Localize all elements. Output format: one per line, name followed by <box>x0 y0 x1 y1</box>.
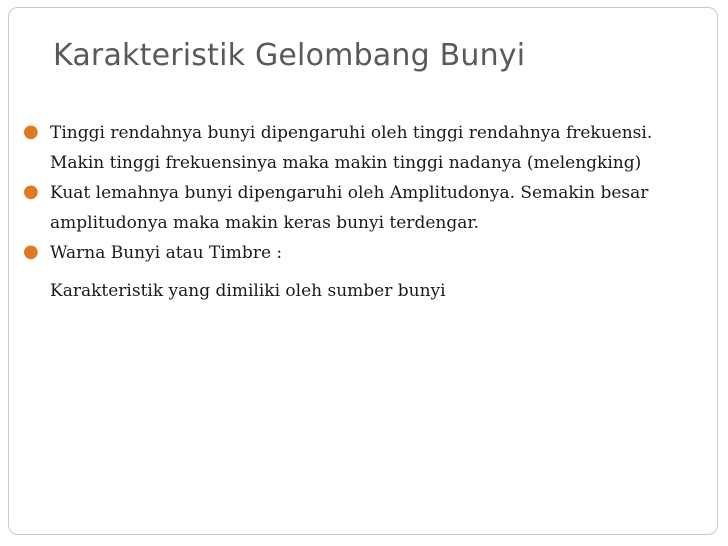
slide-content <box>20 118 680 306</box>
bullet-text: Kuat lemahnya bunyi dipengaruhi oleh Amplitudonya. Semakin besar amplitudonya maka makin keras bunyi terdengar. <box>50 183 649 233</box>
bullet-icon: ● <box>23 121 39 142</box>
sub-text: Karakteristik yang dimiliki oleh sumber bunyi <box>50 281 446 301</box>
bullet-text: Tinggi rendahnya bunyi dipengaruhi oleh tinggi rendahnya frekuensi. Makin tinggi frekuensinya maka makin tinggi nadanya (melengking) <box>50 123 653 173</box>
bullet-text: Warna Bunyi atau Timbre : <box>50 243 283 263</box>
bullet-icon: ● <box>23 181 39 202</box>
bullet-icon: ● <box>23 241 39 262</box>
bullet-item <box>20 118 680 178</box>
bullet-item <box>20 178 680 238</box>
bullet-item <box>20 238 680 268</box>
slide-title: Karakteristik Gelombang Bunyi <box>53 38 526 73</box>
